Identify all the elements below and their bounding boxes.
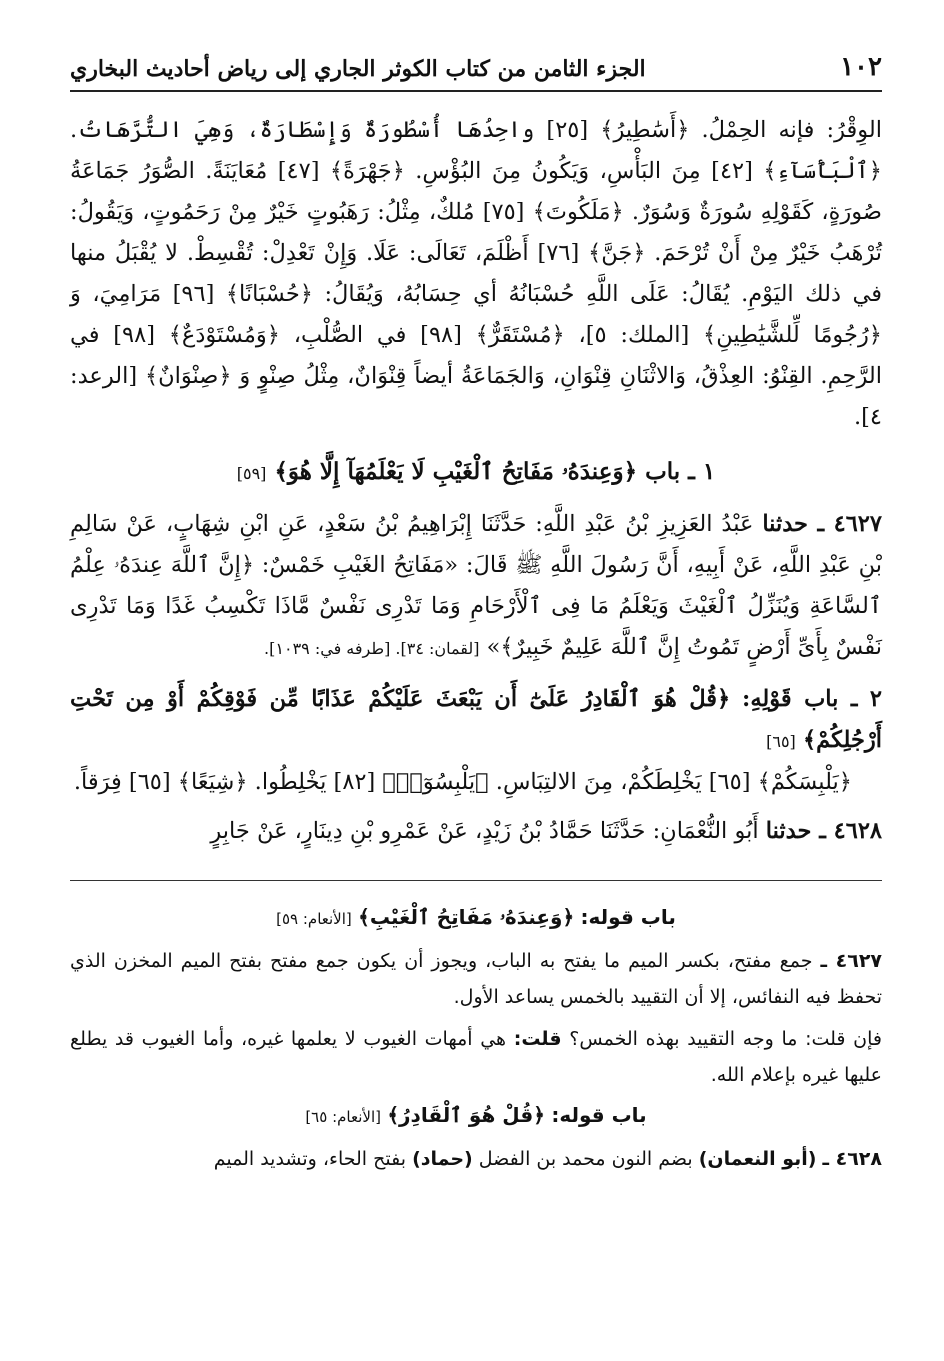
chapter-2-label: ٢ ـ باب قَوْلِهِ: bbox=[742, 686, 883, 712]
commentary-4628-name-2: (حماد) bbox=[412, 1148, 473, 1170]
hadith-4627-ref: [لقمان: ٣٤]. [طرفه في: ١٠٣٩]. bbox=[264, 639, 480, 658]
commentary-4627-text: جمع مفتح، بكسر الميم ما يفتح به الباب، ويجوز أن يكون جمع مفتح بفتح الميم المخزن الذي تحفظ فيه النفائس، إلا أن التقييد بالخمس يساعد الأول. bbox=[70, 950, 882, 1008]
answer-text: هي أمهات الغيوب لا يعلمها غيره، وأما الغيوب قد يطلع عليها غيره بإعلام الله. bbox=[70, 1028, 882, 1086]
commentary-4628-number: ٤٦٢٨ ـ bbox=[822, 1148, 882, 1170]
page-number: ١٠٢ bbox=[840, 52, 882, 82]
footnote-divider bbox=[70, 880, 882, 881]
commentary-heading-1-verse: ﴿وَعِندَهُۥ مَفَاتِحُ ٱلْغَيْبِ﴾ bbox=[358, 905, 575, 929]
page-header bbox=[70, 0, 882, 92]
hadith-4628 bbox=[70, 811, 882, 852]
commentary-heading-2-verse: ﴿قُلْ هُوَ ٱلْقَادِرُ﴾ bbox=[387, 1103, 545, 1127]
commentary-4628-end: بفتح الحاء، وتشديد الميم bbox=[213, 1148, 407, 1170]
chapter-heading-2 bbox=[70, 679, 882, 762]
commentary-question bbox=[70, 1021, 882, 1093]
chapter-2-verse: ﴿قُلْ هُوَ ٱلْقَادِرُ عَلَىٰٓ أَن يَبْعَثَ عَلَيْكُمْ عَذَابًا مِّن فَوْقِكُمْ أَوْ مِن تَحْتِ أَرْجُلِكُمْ﴾ bbox=[70, 686, 882, 753]
hadith-4627-number: ٤٦٢٧ ـ حدثنا bbox=[762, 511, 882, 537]
running-title: الجزء الثامن من كتاب الكوثر الجاري إلى رياض أحاديث البخاري bbox=[70, 56, 646, 82]
chapter-1-label: ١ ـ باب bbox=[645, 458, 716, 485]
commentary-4627-number: ٤٦٢٧ ـ bbox=[820, 950, 883, 972]
hadith-4628-number: ٤٦٢٨ ـ حدثنا bbox=[765, 818, 882, 844]
question-intro: فإن قلت: ما وجه التقييد بهذه الخمس؟ bbox=[569, 1028, 882, 1050]
chapter-heading-1 bbox=[70, 452, 882, 494]
intro-paragraph: الوِقْرُ: فإنه الحِمْلُ. ﴿أَسَٰطِيرُ﴾ [٢٥] واحِدُهَا أُسْطُورَةٌ وَإِسْطَارَةٌ، وَهِيَ التُّرَّهَاتُ. ﴿ٱلْبَأْسَآءِ﴾ [٤٢] مِنَ البَأْسِ، وَيَكُونُ مِنَ البُؤْسِ. ﴿جَهْرَةً﴾ [٤٧] مُعَايَنَةً. الصُّوَرُ جَمَاعَةُ صُورَةٍ، كَقَوْلِهِ سُورَةٌ وَسُوَرٌ. ﴿مَلَكُوتَ﴾ [٧٥] مُلكٌ، مِثْلُ: رَهَبُوتٍ خَيْرٌ مِنْ رَحَمُوتٍ، وَيَقُولُ: تُرْهَبُ خَيْرٌ مِنْ أَنْ تُرْحَمَ. ﴿جَنَّ﴾ [٧٦] أَظْلَمَ، تَعَالَى: عَلَا. وَإِنْ تَعْدِلْ: تُقْسِطْ. لا يُقْبَلُ منها في ذلك اليَوْمِ. يُقَالُ: عَلَى اللَّهِ حُسْبَانُهُ أي حِسَابُهُ، وَيُقَالُ: ﴿حُسْبَانًا﴾ [٩٦] مَرَامِيَ، وَ ﴿رُجُومًا لِّلشَّيَٰطِينِ﴾ [الملك: ٥]، ﴿مُسْتَقَرٌّ﴾ [٩٨] في الصُّلْبِ، ﴿وَمُسْتَوْدَعٌ﴾ [٩٨] في الرَّحِمِ. القِنْوُ: العِذْقُ، وَالاثْنَانِ قِنْوَانِ، وَالجَمَاعَةُ أيضاً قِنْوَانٌ، مِثْلُ صِنْوٍ وَ ﴿صِنْوَانٌ﴾ [الرعد: ٤]. bbox=[70, 117, 883, 430]
hadith-4627-text: عَبْدُ العَزِيزِ بْنُ عَبْدِ اللَّهِ: حَدَّثَنَا إِبْرَاهِيمُ بْنُ سَعْدٍ، عَنِ ابْنِ شِهَابٍ، عَنْ سَالِمِ بْنِ عَبْدِ اللَّهِ، عَنْ أَبِيهِ، أَنَّ رَسُولَ اللَّهِ ﷺ قَالَ: «مَفَاتِحُ الغَيْبِ خَمْسٌ: ﴿إِنَّ ٱللَّهَ عِندَهُۥ عِلْمُ ٱلسَّاعَةِ وَيُنَزِّلُ ٱلْغَيْثَ وَيَعْلَمُ مَا فِى ٱلْأَرْحَامِ وَمَا تَدْرِى نَفْسٌ مَّاذَا تَكْسِبُ غَدًا وَمَا تَدْرِى نَفْسٌ بِأَىِّ أَرْضٍ تَمُوتُ إِنَّ ٱللَّهَ عَلِيمٌ خَبِيرٌ﴾» bbox=[70, 511, 882, 660]
main-text bbox=[70, 110, 882, 852]
chapter-1-ref: [٥٩] bbox=[236, 464, 267, 483]
hadith-4628-text: أَبُو النُّعْمَانِ: حَدَّثَنَا حَمَّادُ بْنُ زَيْدٍ، عَنْ عَمْرِو بْنِ دِينَارٍ، عَنْ جَابِرٍ bbox=[210, 818, 759, 844]
answer-label: قلت: bbox=[513, 1028, 562, 1050]
chapter-2-ref: [٦٥] bbox=[766, 732, 796, 751]
commentary-heading-1-ref: [الأنعام: ٥٩] bbox=[276, 910, 352, 928]
commentary-section bbox=[70, 899, 882, 1177]
commentary-heading-2 bbox=[70, 1097, 882, 1135]
commentary-4628 bbox=[70, 1141, 882, 1177]
commentary-4628-mid: بضم النون محمد بن الفضل bbox=[478, 1148, 693, 1170]
commentary-heading-2-ref: [الأنعام: ٦٥] bbox=[305, 1108, 381, 1126]
chapter-1-verse: ﴿وَعِندَهُۥ مَفَاتِحُ ٱلْغَيْبِ لَا يَعْلَمُهَآ إِلَّا هُوَ﴾ bbox=[274, 458, 638, 485]
chapter-2-glossary: ﴿يَلْبِسَكُمْ﴾ [٦٥] يَخْلِطَكُمْ، مِنَ الالتِبَاسِ. ﴿يَلْبِسُوٓا۟﴾ [٨٢] يَخْلِطُوا. ﴿شِيَعًا﴾ [٦٥] فِرَقاً. bbox=[73, 769, 852, 795]
commentary-heading-1 bbox=[70, 899, 882, 937]
commentary-4627 bbox=[70, 943, 882, 1015]
commentary-4628-name-1: (أبو النعمان) bbox=[698, 1148, 817, 1170]
commentary-heading-2-label: باب قوله: bbox=[551, 1103, 647, 1127]
commentary-heading-1-label: باب قوله: bbox=[580, 905, 676, 929]
hadith-4627 bbox=[70, 504, 882, 669]
